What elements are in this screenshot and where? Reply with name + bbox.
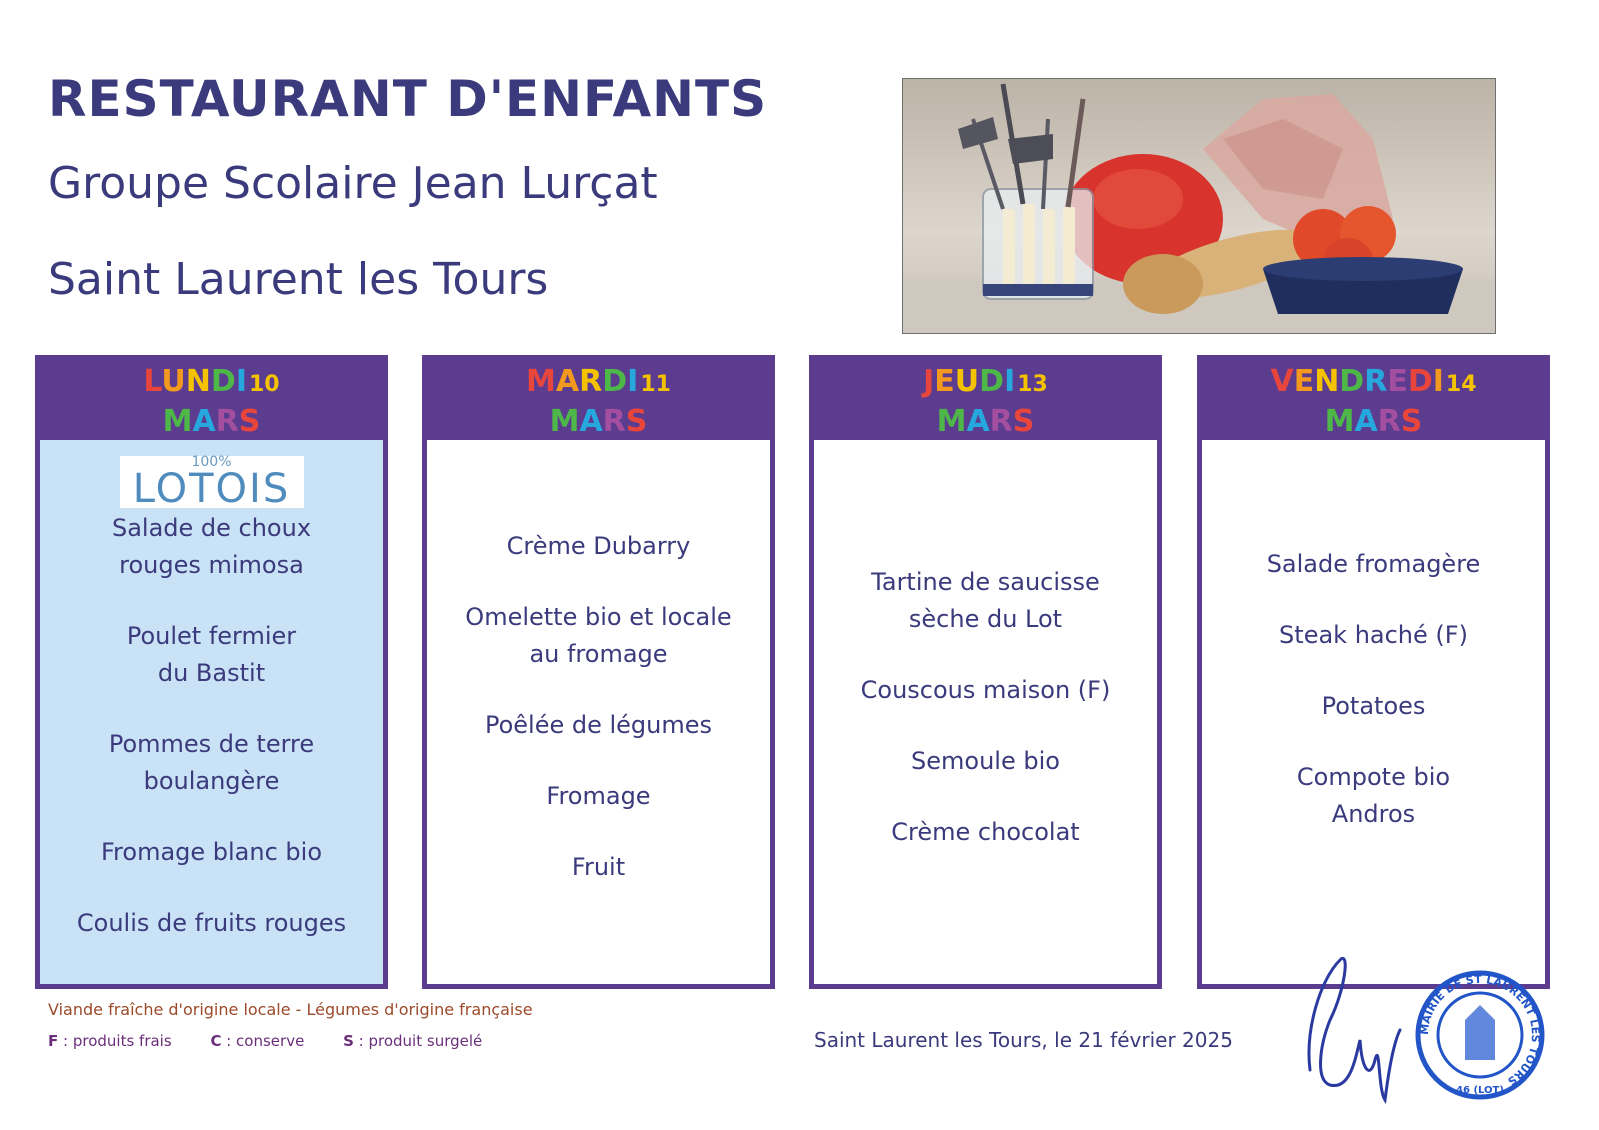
school-name: Groupe Scolaire Jean Lurçat [48,158,658,209]
menu-item: Semoule bio [911,747,1060,775]
day-column-friday [1197,355,1550,989]
day-letter: N [1314,364,1340,399]
day-menu [40,440,383,984]
menu-item: Fromage blanc bio [100,838,323,866]
day-letter: L [143,364,162,399]
legend-canned [210,1032,304,1050]
origin-note: Viande fraîche d'origine locale - Légumes d'origine française [48,1000,533,1019]
day-letter: S [1400,404,1423,439]
day-menu [427,440,770,984]
menu-item: Fruit [571,853,626,881]
day-letter: R [989,404,1013,439]
day-month [814,404,1157,440]
menu-item: Poulet fermier du Bastit [126,622,297,687]
day-letter: M [549,404,580,439]
day-letter: D [1339,364,1365,399]
legend-fresh [48,1032,172,1050]
mairie-stamp [1418,973,1542,1097]
menu-item: Crème Dubarry [506,532,691,560]
day-menu [1202,440,1545,984]
menu-item: Compote bio Andros [1296,763,1451,828]
day-number: 10 [248,372,280,397]
still-life-illustration [903,79,1495,333]
menu-item: Fromage [546,782,651,810]
day-letter: D [210,364,236,399]
day-letter: N [185,364,211,399]
day-letter: I [627,364,639,399]
day-letter: I [235,364,247,399]
menu-item: Salade de choux rouges mimosa [111,514,312,579]
legend-text: : produit surgelé [353,1032,483,1050]
day-letter: S [625,404,648,439]
day-letter: V [1270,364,1294,399]
day-letter: U [161,364,186,399]
day-letter: A [579,404,603,439]
day-name [526,364,638,399]
day-letter: R [579,364,603,399]
date-line: Saint Laurent les Tours, le 21 février 2025 [814,1028,1233,1052]
menu-item: Potatoes [1321,692,1426,720]
day-month [40,404,383,440]
legend-key: F [48,1032,59,1050]
day-letter: U [954,364,980,399]
day-header [1202,360,1545,440]
day-letter: M [162,404,193,439]
day-column-tuesday [422,355,775,989]
logo-small-text: 100% [191,454,232,470]
day-number: 13 [1017,372,1048,397]
day-letter: E [1387,364,1408,399]
day-menu [814,440,1157,984]
lotois-logo [120,454,304,512]
food-photo [902,78,1496,334]
day-month [427,404,770,440]
menu-item: Coulis de fruits rouges [76,909,347,937]
page-title: RESTAURANT D'ENFANTS [48,70,768,128]
day-header [427,360,770,440]
legend-text: : produits frais [58,1032,172,1050]
legend-key: C [210,1032,222,1050]
day-letter: R [1377,404,1401,439]
legend-key: S [343,1032,354,1050]
day-letter: R [602,404,626,439]
menu-item: Steak haché (F) [1279,621,1468,649]
day-month [1202,404,1545,440]
day-letter: R [215,404,239,439]
logo-big-text: LOTOIS [132,466,291,512]
legend-frozen [343,1032,482,1050]
menu-item: Poêlée de légumes [484,711,713,739]
day-letter: A [966,404,990,439]
day-letter: R [1364,364,1388,399]
day-letter: I [1004,364,1016,399]
day-letter: D [979,364,1005,399]
day-name [143,364,247,399]
menu-item: Salade fromagère [1266,550,1481,578]
day-letter: M [936,404,967,439]
day-letter: A [1354,404,1378,439]
day-letter: D [1407,364,1433,399]
day-number: 11 [640,372,671,397]
day-letter: J [923,364,935,399]
signature-and-stamp [1300,950,1560,1110]
day-name [923,364,1015,399]
day-letter: I [1432,364,1444,399]
legend [48,1032,516,1050]
day-letter: D [602,364,628,399]
day-letter: S [1012,404,1035,439]
stamp-subtext: 46 (LOT) [1456,1085,1504,1096]
day-letter: A [192,404,216,439]
menu-item: Tartine de saucisse sèche du Lot [871,568,1100,633]
menu-item: Couscous maison (F) [860,676,1111,704]
menu-item: Omelette bio et locale au fromage [465,603,732,668]
day-letter: A [555,364,580,399]
signature-icon [1300,950,1560,1110]
day-column-monday [35,355,388,989]
stamp-text: MAIRIE DE ST LAURENT LES TOURS [1417,972,1543,1088]
day-letter: E [934,364,955,399]
day-letter: S [238,404,261,439]
day-name [1270,364,1443,399]
day-header [814,360,1157,440]
day-column-thursday [809,355,1162,989]
day-letter: M [1324,404,1355,439]
legend-text: : conserve [221,1032,305,1050]
day-letter: M [526,364,556,399]
day-header [40,360,383,440]
town-name: Saint Laurent les Tours [48,254,549,305]
menu-item: Pommes de terre boulangère [108,730,315,795]
day-letter: E [1293,364,1315,399]
day-number: 14 [1445,372,1477,397]
menu-item: Crème chocolat [891,818,1080,846]
